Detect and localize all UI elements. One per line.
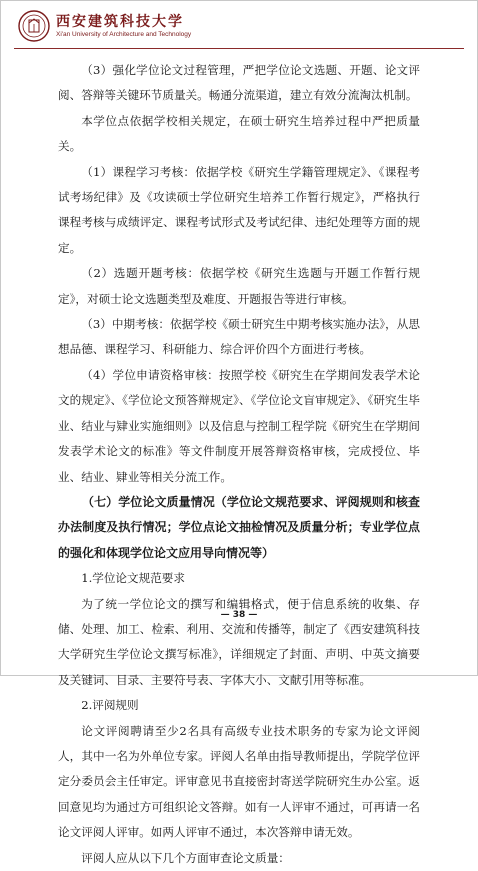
page-header [14, 6, 464, 46]
university-seal-icon [18, 10, 50, 42]
subsection-heading: 1.学位论文规范要求 [81, 571, 185, 586]
paragraph: 论文评阅聘请至少2名具有高级专业技术职务的专家为论文评阅人，其中一名为外单位专家。评阅人名单由指导教师提出，学院学位评定分委员会主任审定。评审意见书直接密封寄送学院研究生办公室。返回意见均为通过方可组织论文答辩。如有一人评审不通过，可再请一名论文评阅人评审。如两人评审不通过，本次答辩申请无效。 [58, 723, 420, 840]
paragraph: （3）强化学位论文过程管理，严把学位论文选题、开题、论文评阅、答辩等关键环节质量关。畅通分流渠道，建立有效分流淘汰机制。 [58, 63, 420, 103]
subsection-heading: 2.评阅规则 [81, 698, 139, 713]
paragraph: （2）选题开题考核：依据学校《研究生选题与开题工作暂行规定》，对硕士论文选题类型及难度、开题报告等进行审核。 [58, 266, 420, 306]
page-number: — 38 — [220, 610, 258, 620]
paragraph: （4）学位申请资格审核：按照学校《研究生在学期间发表学术论文的规定》、《学位论文预答辩规定》、《学位论文盲审规定》、《研究生毕业、结业与肄业实施细则》以及信息与控制工程学院《研究生在学期间发表学术论文的标准》等文件制度开展答辩资格审核，完成授位、毕业、结业、肄业等相关分流工作。 [58, 367, 420, 484]
university-name: 西安建筑科技大学 [56, 14, 184, 30]
paragraph: 为了统一学位论文的撰写和编辑格式，便于信息系统的收集、存储、处理、加工、检索、利用、交流和传播等，制定了《西安建筑科技大学研究生学位论文撰写标准》，详细规定了封面、声明、中英文摘要及关键词、目录、主要符号表、字体大小、文献引用等标准。 [58, 596, 420, 687]
document-body [58, 58, 420, 871]
paragraph: （1）课程学习考核：依据学校《研究生学籍管理规定》、《课程考试考场纪律》及《攻读硕士学位研究生培养工作暂行规定》，严格执行课程考核与成绩评定、课程考试形式及考试纪律、违纪处理等方面的规定。 [58, 164, 420, 255]
section-heading: （七）学位论文质量情况（学位论文规范要求、评阅规则和核查办法制度及执行情况；学位点论文抽检情况及质量分析；专业学位点的强化和体现学位论文应用导向情况等） [58, 494, 420, 560]
paragraph: 评阅人应从以下几个方面审查论文质量： [81, 850, 290, 865]
header-divider [14, 48, 464, 49]
paragraph: （3）中期考核：依据学校《硕士研究生中期考核实施办法》，从思想品德、课程学习、科研能力、综合评价四个方面进行考核。 [58, 317, 420, 357]
university-name-en: Xi'an University of Architecture and Technology [56, 31, 192, 38]
paragraph: 本学位点依据学校相关规定，在硕士研究生培养过程中严把质量关。 [58, 113, 420, 154]
